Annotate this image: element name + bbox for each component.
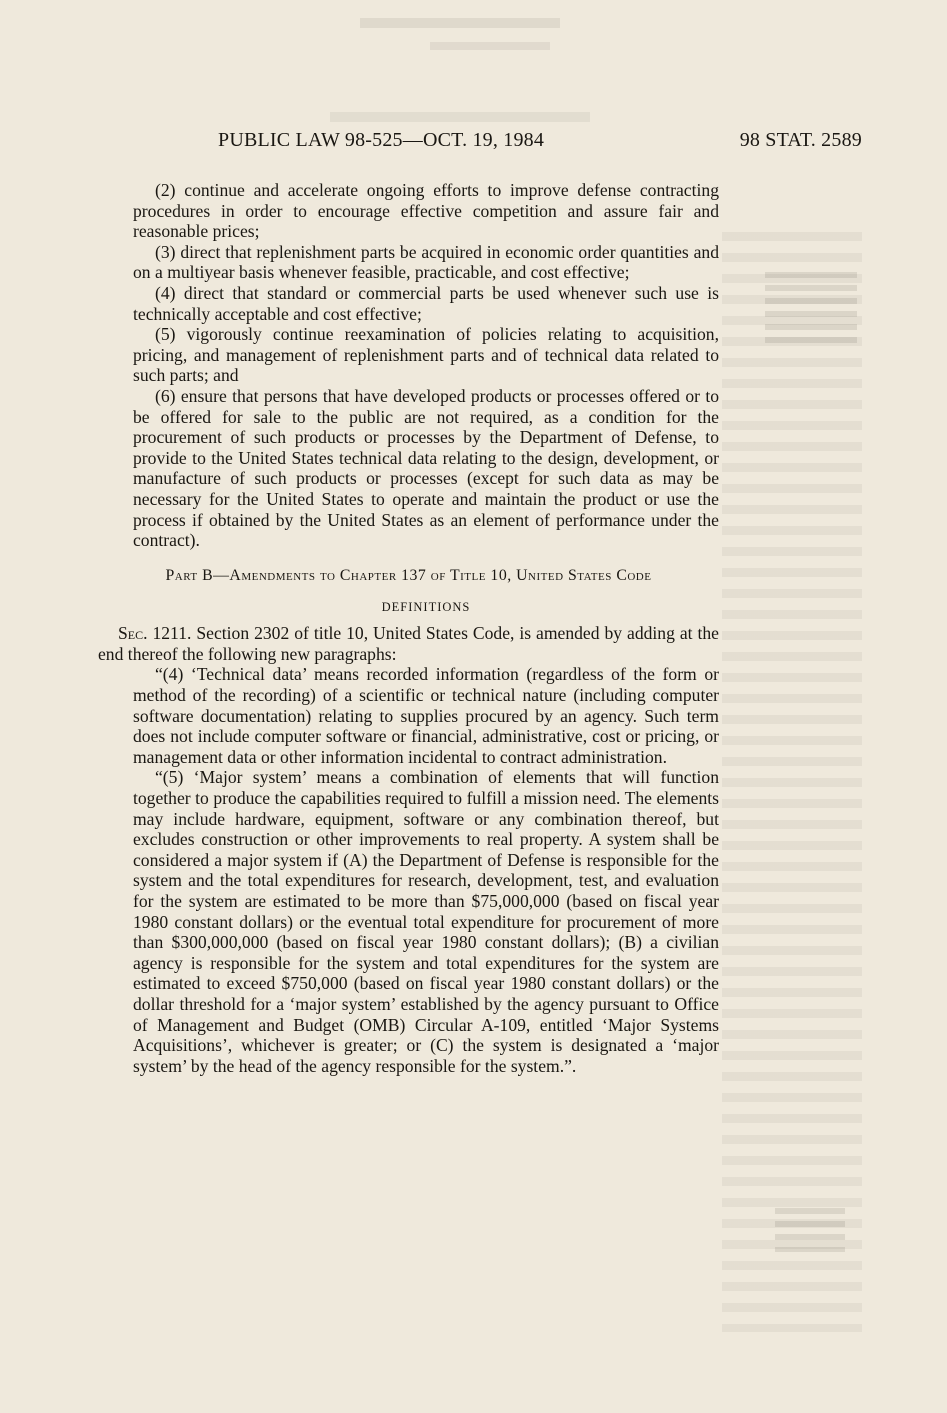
bleed-through-mark bbox=[360, 18, 560, 28]
bleed-through-mark bbox=[330, 112, 590, 122]
definition-paragraph: “(4) ‘Technical data’ means recorded information (regardless of the form or method of the recording) of a scientific or technical nature (including computer software documentation) relating to supplies procured by an agency. Such term does not include computer software or financial, administrative, cost or pricing, or management data or other information incidental to contract administration. bbox=[133, 664, 719, 767]
bleed-through-mark bbox=[430, 42, 550, 50]
definition-paragraph: “(5) ‘Major system’ means a combination of elements that will function together to produce the capabilities required to fulfill a mission need. The elements may include hardware, equipment, software or any combination thereof, but excludes construction or other improvements to real property. A system shall be considered a major system if (A) the Department of Defense is responsible for the system and the total expenditures for research, development, test, and evaluation for the system are estimated to be more than $75,000,000 (based on fiscal year 1980 constant dollars) or the eventual total expenditure for procurement of more than $300,000,000 (based on fiscal year 1980 constant dollars); (B) a civilian agency is responsible for the system and total expenditures for the system are estimated to exceed $750,000 (based on fiscal year 1980 constant dollars) or the dollar threshold for a ‘major system’ established by the agency pursuant to Office of Management and Budget (OMB) Circular A-109, entitled ‘Major Systems Acquisitions’, whichever is greater; or (C) the system is designated a ‘major system’ by the head of the agency responsible for the system.”. bbox=[133, 767, 719, 1076]
list-item: (6) ensure that persons that have developed products or processes offered or to be offered for sale to the public are not required, as a condition for the procurement of such products or processes by the Department of Defense, to provide to the United States technical data relating to the design, development, or manufacture of such products or processes (except for such data as may be necessary for the United States to operate and maintain the product or use the process if obtained by the United States as an element of performance under the contract). bbox=[133, 385, 719, 551]
list-item: (4) direct that standard or commercial parts be used whenever such use is technically acceptable and cost effective; bbox=[133, 282, 719, 324]
section-label: Sec. 1211. bbox=[118, 623, 192, 644]
section-text: Section 2302 of title 10, United States Code, is amended by adding at the end thereof the following new paragraphs: bbox=[98, 623, 719, 664]
running-header bbox=[218, 129, 862, 157]
statute-page-number: 98 STAT. 2589 bbox=[739, 129, 862, 151]
section-1211 bbox=[98, 623, 719, 664]
list-item: (5) vigorously continue reexamination of policies relating to acquisition, pricing, and management of replenishment parts and of technical data related to such parts; and bbox=[133, 324, 719, 386]
part-heading: Part B—Amendments to Chapter 137 of Title 10, United States Code bbox=[165, 566, 652, 584]
main-text bbox=[98, 180, 719, 1076]
public-law-title: PUBLIC LAW 98-525—OCT. 19, 1984 bbox=[218, 129, 545, 151]
list-item: (2) continue and accelerate ongoing efforts to improve defense contracting procedures in order to encourage effective competition and assure fair and reasonable prices; bbox=[133, 180, 719, 242]
bleed-through-text-block bbox=[722, 232, 862, 1332]
definitions-heading: DEFINITIONS bbox=[381, 599, 471, 614]
list-item: (3) direct that replenishment parts be acquired in economic order quantities and on a multiyear basis whenever feasible, practicable, and cost effective; bbox=[133, 241, 719, 283]
